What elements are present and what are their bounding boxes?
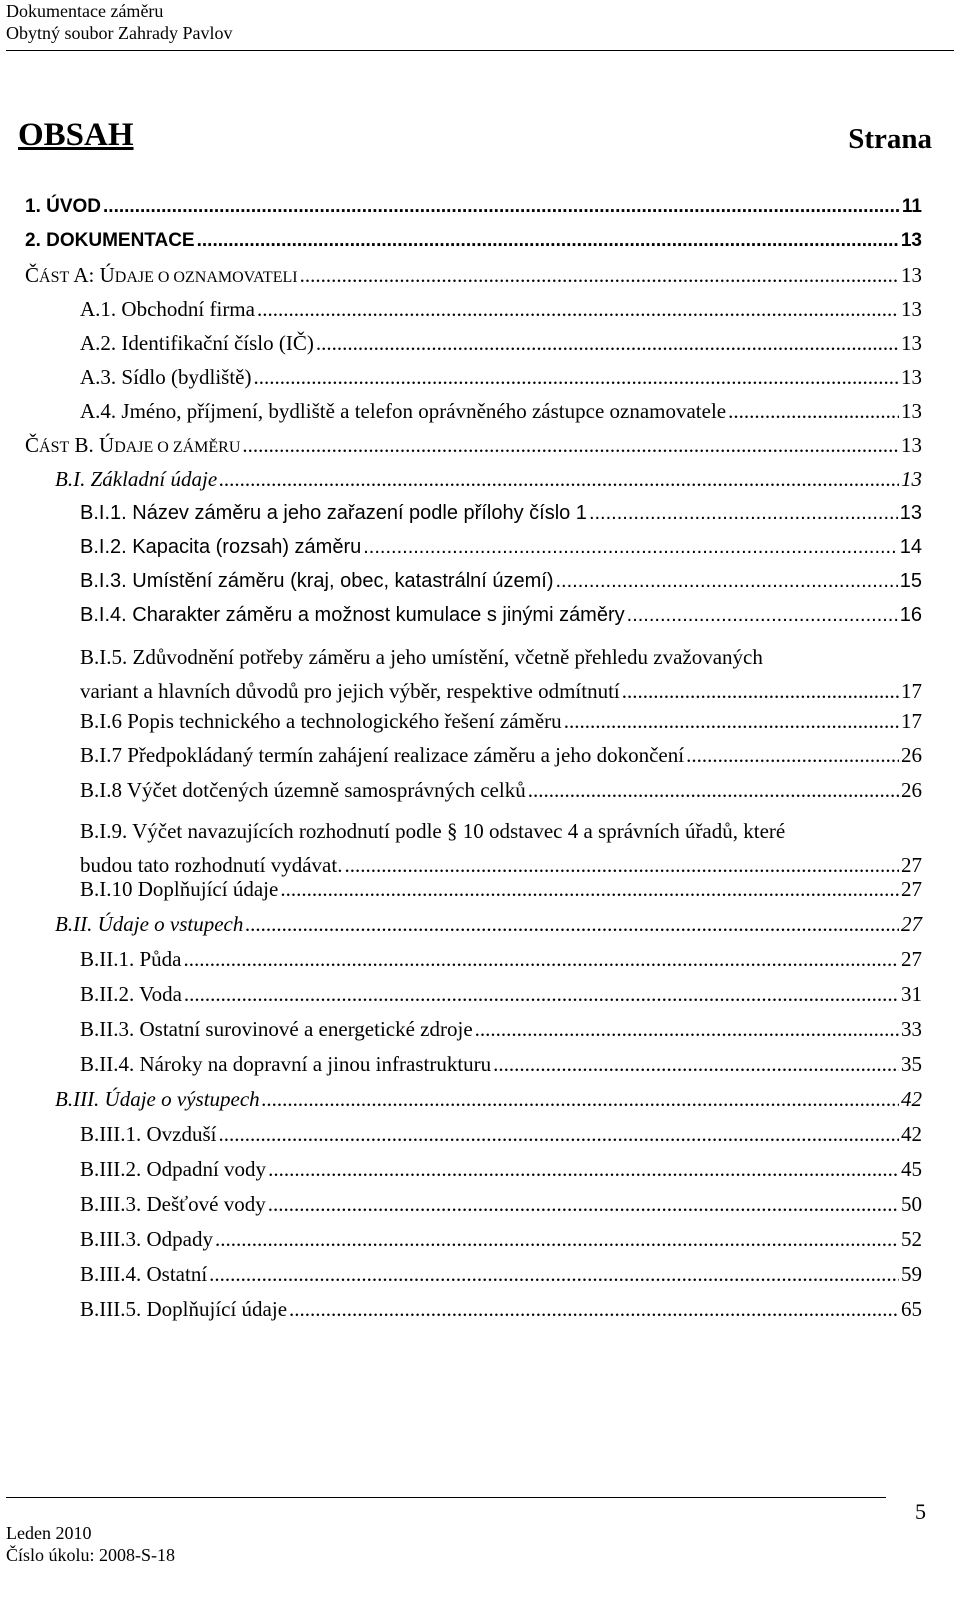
- toc-entry-page: 13: [901, 263, 922, 287]
- toc-entry-title: A.4. Jméno, příjmení, bydliště a telefon oprávněného zástupce oznamovatele: [80, 399, 727, 423]
- toc-entry-title: B.I. Základní údaje: [55, 467, 218, 491]
- toc-entry[interactable]: [80, 1222, 922, 1256]
- running-header: [6, 0, 232, 44]
- toc-entry-page: 13: [901, 433, 922, 457]
- toc-leader: [363, 530, 898, 564]
- toc-entry-page: 13: [901, 399, 922, 423]
- toc-leader: [589, 496, 898, 530]
- toc-entry-title: B.I.10 Doplňující údaje: [80, 877, 279, 901]
- toc-entry-page: 52: [901, 1227, 922, 1251]
- toc-leader: [268, 1152, 899, 1186]
- toc-leader: [556, 564, 898, 598]
- toc-entry-title: 2. DOKUMENTACE: [25, 230, 195, 251]
- toc-title: OBSAH: [18, 117, 134, 153]
- toc-entry-title-line1: B.I.9. Výčet navazujících rozhodnutí podle § 10 odstavec 4 a správních úřadů, které: [80, 819, 786, 843]
- toc-entry[interactable]: [80, 977, 922, 1011]
- toc-entry[interactable]: [80, 704, 922, 738]
- toc-leader: [262, 1082, 899, 1116]
- toc-leader: [728, 394, 899, 428]
- toc-leader: [245, 907, 899, 941]
- toc-leader: [475, 1012, 899, 1046]
- toc-leader: [316, 326, 899, 360]
- toc-entry-page: 26: [901, 743, 922, 767]
- toc-leader: [622, 674, 899, 708]
- toc-entry[interactable]: [55, 462, 922, 496]
- toc-entry-page: 11: [901, 196, 922, 217]
- toc-leader: [268, 1187, 899, 1221]
- toc-entry[interactable]: [80, 326, 922, 360]
- toc-entry[interactable]: [80, 1012, 922, 1046]
- toc-entry-page: 26: [901, 778, 922, 802]
- toc-entry-title: B.III.4. Ostatní: [80, 1262, 208, 1286]
- toc-entry[interactable]: [80, 738, 922, 772]
- toc-entry-page: 42: [901, 1087, 922, 1111]
- toc-leader: [528, 773, 899, 807]
- toc-entry-title: B.III.1. Ovzduší: [80, 1122, 217, 1146]
- toc-entry-page: 17: [901, 679, 922, 703]
- toc-entry[interactable]: [80, 360, 922, 394]
- toc-entry-title: ČÁST B. ÚDAJE O ZÁMĚRU: [25, 433, 241, 457]
- toc-entry[interactable]: [80, 598, 922, 632]
- toc-entry[interactable]: [80, 942, 922, 976]
- toc-entry-page: 13: [901, 297, 922, 321]
- toc-entry-title: B.III. Údaje o výstupech: [55, 1087, 260, 1111]
- toc-entry-page: 45: [901, 1157, 922, 1181]
- toc-entry-page: 33: [901, 1017, 922, 1041]
- footer-task-number: Číslo úkolu: 2008-S-18: [6, 1545, 176, 1565]
- toc-entry-title-line1: B.I.5. Zdůvodnění potřeby záměru a jeho umístění, včetně přehledu zvažovaných: [80, 645, 763, 669]
- header-document-title: Dokumentace záměru: [6, 1, 164, 21]
- header-project-name: Obytný soubor Zahrady Pavlov: [6, 23, 233, 43]
- toc-entry-page: 59: [901, 1262, 922, 1286]
- toc-entry-title: B.III.3. Dešťové vody: [80, 1192, 266, 1216]
- toc-entry-title: B.II. Údaje o vstupech: [55, 912, 244, 936]
- toc-entry-page: 27: [901, 853, 922, 877]
- footer-date: Leden 2010: [6, 1523, 92, 1543]
- toc-leader: [493, 1047, 899, 1081]
- toc-entry-title: ČÁST A: ÚDAJE O OZNAMOVATELI: [25, 263, 298, 287]
- toc-entry-title: B.II.1. Půda: [80, 947, 182, 971]
- toc-entry[interactable]: [80, 292, 922, 326]
- toc-leader: [184, 942, 900, 976]
- toc-leader: [218, 1117, 899, 1151]
- toc-leader: [627, 598, 898, 632]
- toc-entry-page: 13: [901, 467, 922, 491]
- toc-entry-page: 13: [901, 365, 922, 389]
- toc-entry-title: A.1. Obchodní firma: [80, 297, 255, 321]
- toc-entry[interactable]: [80, 872, 922, 906]
- toc-entry-title: B.I.3. Umístění záměru (kraj, obec, katastrální území): [80, 570, 554, 592]
- toc-entry[interactable]: [80, 564, 922, 598]
- toc-entry-title: B.III.2. Odpadní vody: [80, 1157, 267, 1181]
- toc-entry[interactable]: [25, 190, 922, 224]
- toc-entry[interactable]: [80, 1152, 922, 1186]
- page-column-label: Strana: [848, 123, 932, 155]
- toc-entry-page: 31: [901, 982, 922, 1006]
- toc-entry-page: 17: [901, 709, 922, 733]
- toc-entry[interactable]: [80, 1187, 922, 1221]
- toc-entry-page: 27: [901, 947, 922, 971]
- toc-entry-page: 13: [901, 331, 922, 355]
- toc-entry-page: 35: [901, 1052, 922, 1076]
- toc-entry-title: B.II.4. Nároky na dopravní a jinou infrastrukturu: [80, 1052, 492, 1076]
- toc-entry-title: variant a hlavních důvodů pro jejich výběr, respektive odmítnutí: [80, 679, 620, 703]
- toc-leader: [184, 977, 899, 1011]
- toc-leader: [209, 1257, 899, 1291]
- toc-entry-title: B.I.8 Výčet dotčených územně samosprávných celků: [80, 778, 526, 802]
- toc-entry-title: B.II.2. Voda: [80, 982, 182, 1006]
- toc-entry[interactable]: [55, 1082, 922, 1116]
- toc-entry-title: budou tato rozhodnutí vydávat.: [80, 853, 343, 877]
- toc-leader: [257, 292, 899, 326]
- toc-leader: [197, 224, 899, 258]
- toc-leader: [103, 190, 900, 224]
- toc-leader: [289, 1292, 899, 1326]
- toc-entry[interactable]: [80, 1292, 922, 1326]
- toc-entry-title: B.I.4. Charakter záměru a možnost kumulace s jinými záměry: [80, 604, 625, 626]
- toc-entry[interactable]: [25, 428, 922, 465]
- toc-leader: [215, 1222, 899, 1256]
- header-divider: [6, 50, 954, 51]
- toc-entry[interactable]: [80, 1257, 922, 1291]
- footer-divider: [6, 1497, 886, 1498]
- toc-entry-page: 13: [899, 502, 922, 524]
- toc-entry[interactable]: [80, 1047, 922, 1081]
- toc-entry-title: A.3. Sídlo (bydliště): [80, 365, 252, 389]
- toc-leader: [280, 872, 899, 906]
- toc-entry[interactable]: [25, 224, 922, 258]
- toc-entry[interactable]: [80, 496, 922, 530]
- toc-entry[interactable]: [80, 394, 922, 428]
- toc-entry-page: 14: [899, 536, 922, 558]
- toc-leader: [219, 462, 899, 496]
- toc-entry-page: 13: [900, 230, 922, 251]
- toc-entry[interactable]: [80, 640, 922, 708]
- toc-entry[interactable]: [80, 1117, 922, 1151]
- toc-entry[interactable]: [80, 773, 922, 807]
- toc-entry-page: 27: [901, 877, 922, 901]
- toc-entry[interactable]: [80, 530, 922, 564]
- toc-entry-page: 15: [899, 570, 922, 592]
- toc-leader: [686, 738, 899, 772]
- toc-entry-title: B.I.1. Název záměru a jeho zařazení podle přílohy číslo 1: [80, 502, 587, 524]
- toc-entry[interactable]: [25, 258, 922, 295]
- toc-entry-title: B.I.2. Kapacita (rozsah) záměru: [80, 536, 362, 558]
- toc-entry-page: 50: [901, 1192, 922, 1216]
- toc-entry-title: B.III.5. Doplňující údaje: [80, 1297, 288, 1321]
- toc-leader: [242, 428, 899, 462]
- toc-entry[interactable]: [55, 907, 922, 941]
- toc-entry-page: 65: [901, 1297, 922, 1321]
- toc-entry-title: B.II.3. Ostatní surovinové a energetické zdroje: [80, 1017, 473, 1041]
- toc-entry-title: B.I.7 Předpokládaný termín zahájení realizace záměru a jeho dokončení: [80, 743, 685, 767]
- toc-entry-page: 16: [899, 604, 922, 626]
- toc-entry-page: 27: [901, 912, 922, 936]
- toc-entry-title: B.I.6 Popis technického a technologického řešení záměru: [80, 709, 562, 733]
- toc-entry-page: 42: [901, 1122, 922, 1146]
- toc-entry-title: B.III.3. Odpady: [80, 1227, 213, 1251]
- toc-leader: [300, 258, 899, 292]
- running-footer: [6, 1522, 175, 1566]
- toc-leader: [564, 704, 899, 738]
- toc-entry-title: A.2. Identifikační číslo (IČ): [80, 331, 314, 355]
- page-number: 5: [915, 1499, 926, 1524]
- toc-entry-title: 1. ÚVOD: [25, 196, 102, 217]
- toc-leader: [254, 360, 900, 394]
